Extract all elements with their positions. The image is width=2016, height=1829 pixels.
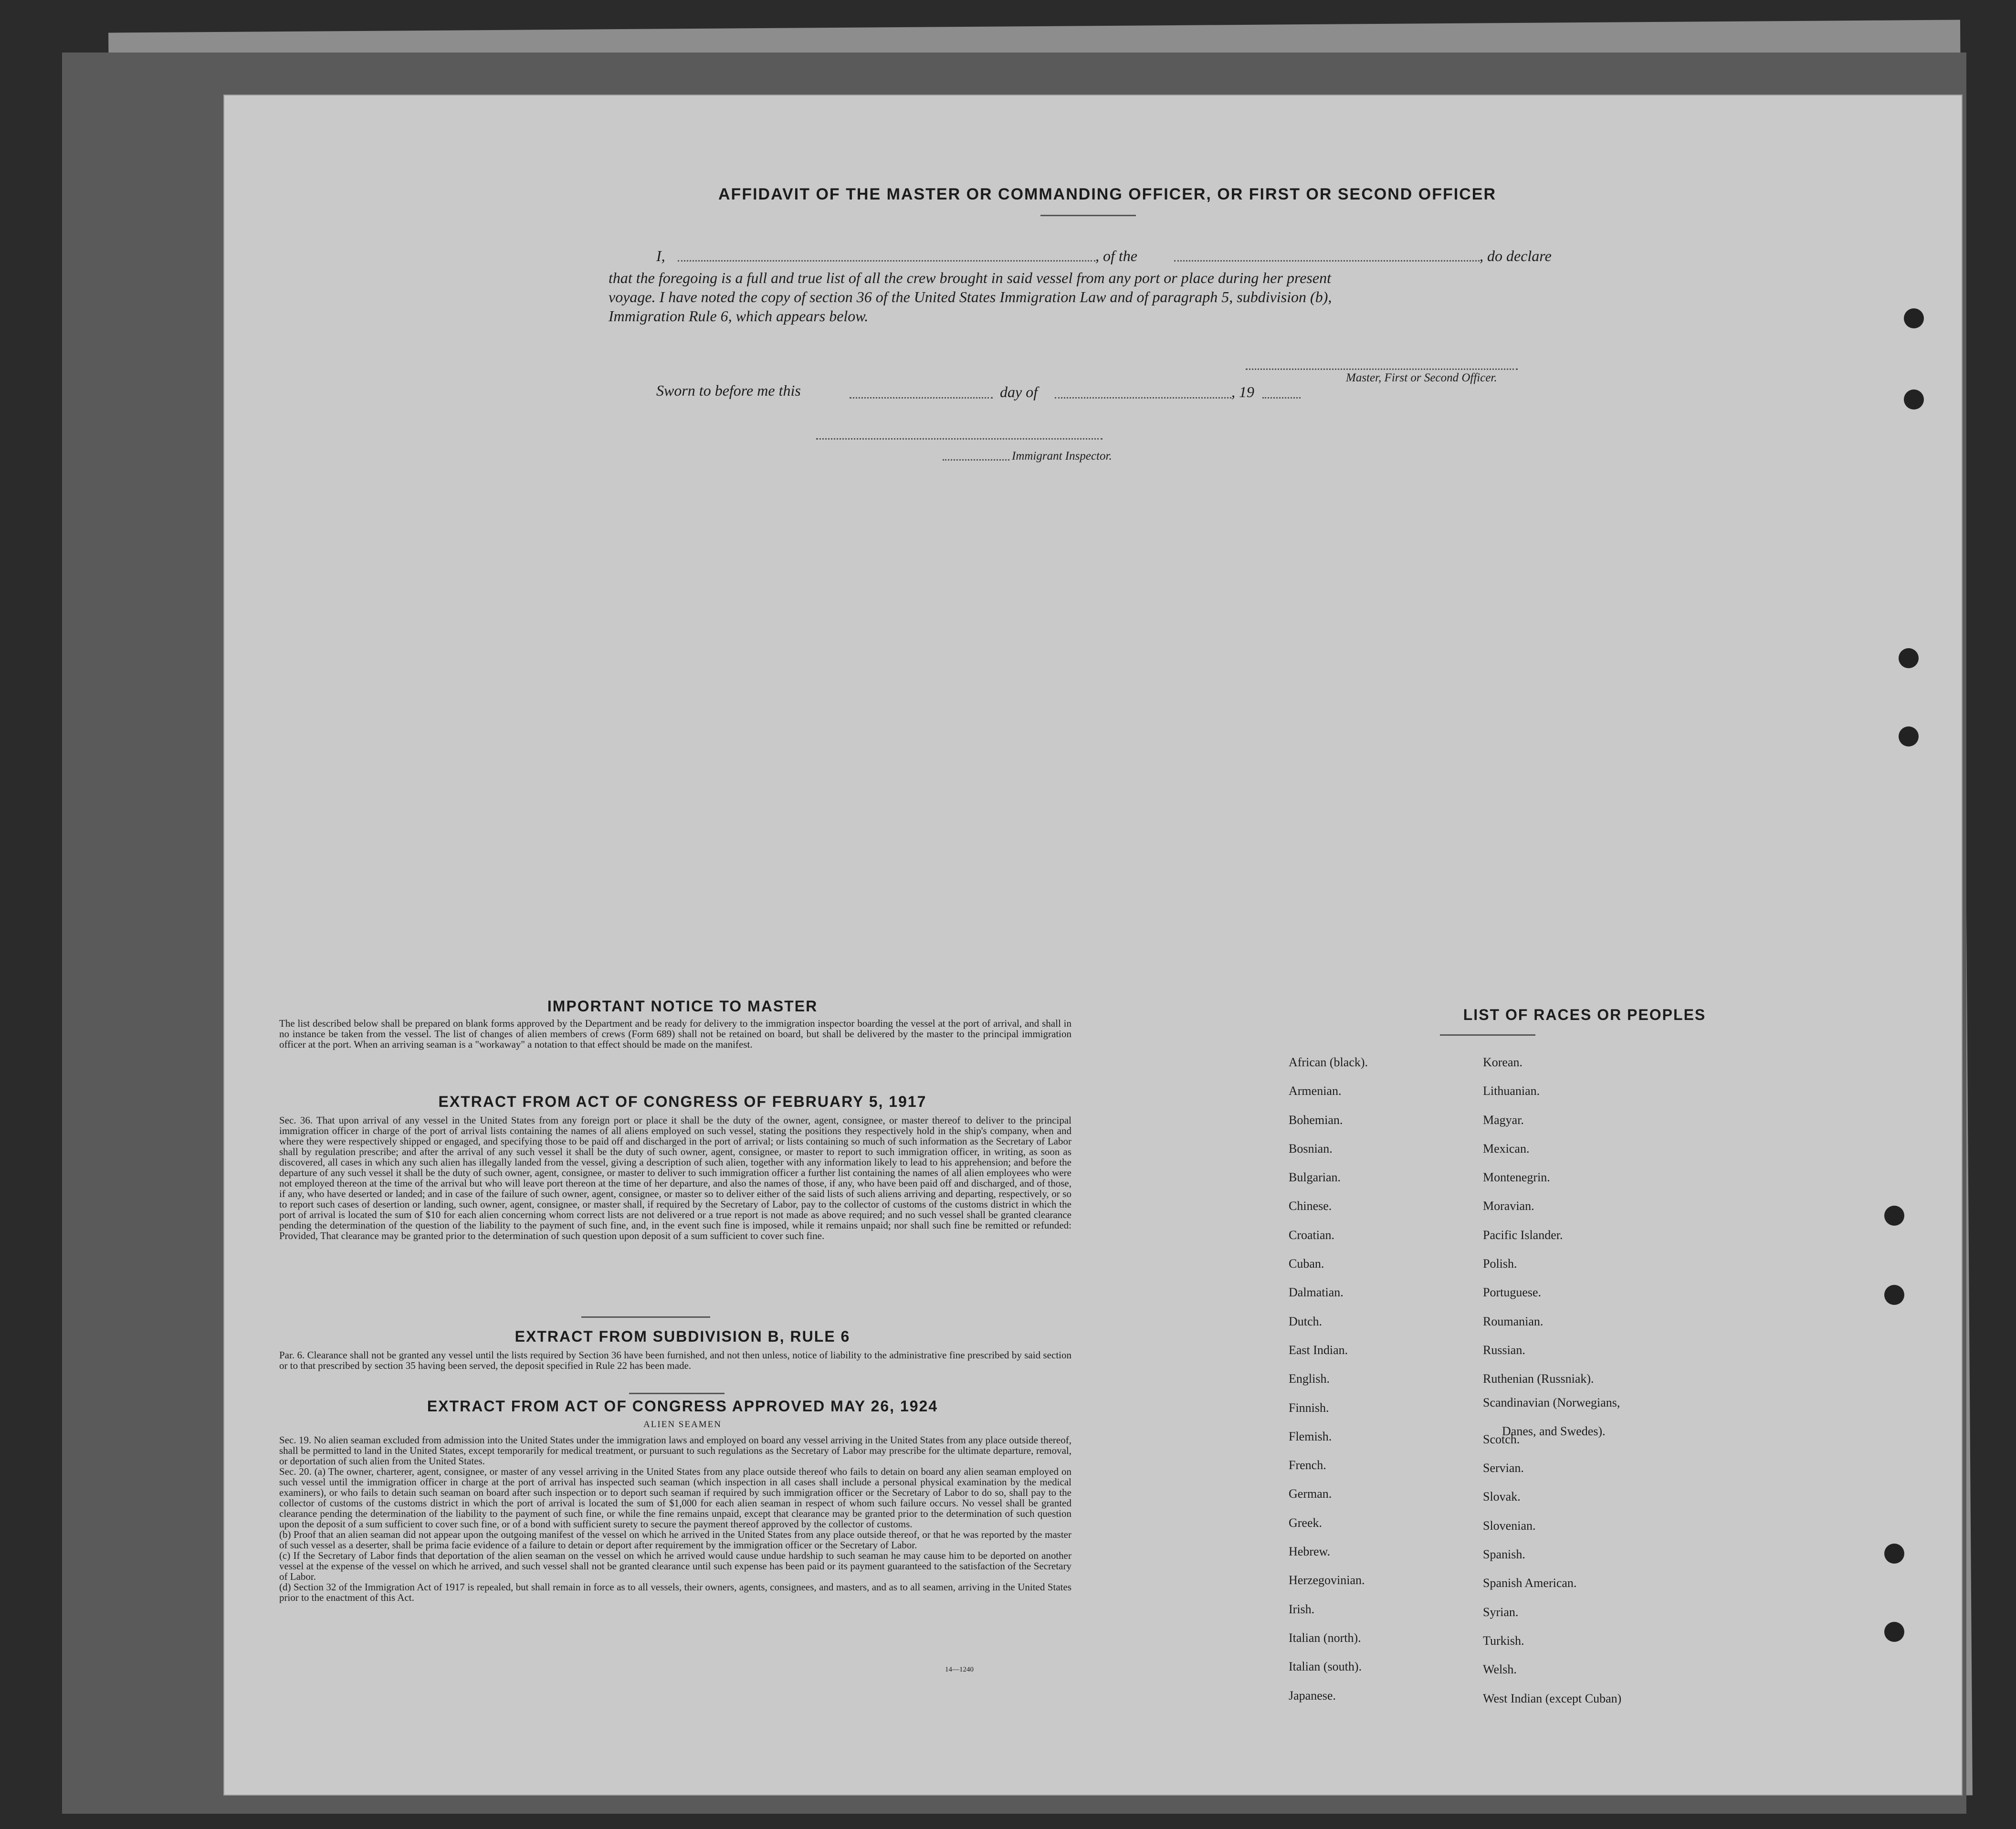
punch-hole [1884, 1285, 1904, 1305]
race-item: Dalmatian. [1289, 1285, 1344, 1300]
race-item: Bohemian. [1289, 1113, 1343, 1127]
affidavit-title: AFFIDAVIT OF THE MASTER OR COMMANDING OFFICER, OR FIRST OR SECOND OFFICER [718, 185, 1496, 203]
punch-hole [1899, 726, 1919, 746]
race-item: Italian (north). [1289, 1630, 1361, 1645]
affidavit-i: I, [656, 247, 665, 264]
race-item: Slovak. [1483, 1490, 1521, 1504]
punch-hole [1899, 648, 1919, 668]
race-item: Roumanian. [1483, 1314, 1544, 1328]
extract-rule6-text: Par. 6. Clearance shall not be granted any vessel until the lists required by Section 36 have been furnished, and not then unless, notice of liability to the administrative fine prescribed by said section or to that prescribed by section 35 having been served, the deposit specified in Rule 22 has been made. [279, 1349, 1071, 1371]
race-item: Scotch. [1483, 1432, 1520, 1446]
vessel-blank-line [1174, 260, 1480, 262]
extract-1917-text: Sec. 36. That upon arrival of any vessel in the United States from any foreign port or place it shall be the duty of the owner, agent, consignee, or master thereof to deliver to the principal immigration officer in charge of the port of arrival lists containing the names of all aliens employed on such vessel, stating the positions they respectively hold in the ship's company, when and where they were respectively shipped or engaged, and specifying those to be paid off and discharged in the port of arrival; or lists containing so much of such information as the Secretary of Labor shall by regulation prescribe; and after the arrival of any such vessel it shall be the duty of such owner, agent, consignee, or master to report to such immigration officer, in writing, as soon as discovered, all cases in which any such alien has illegally landed from the vessel, giving a description of such alien, together with any information likely to lead to his apprehension; and before the departure of any such vessel it shall be the duty of such owner, agent, consignee, or master to deliver to such immigration officer a further list containing the names of all alien employees who were not employed thereon at the time of the arrival but who will leave port thereon at the time of her departure, and also the names of those, if any, who have been paid off and discharged, and of those, if any, who have deserted or landed; and in case of the failure of such owner, agent, consignee, or master so to deliver either of the said lists of such aliens arriving and departing, respectively, or so to report such cases of desertion or landing, such owner, agent, consignee, or master shall, if required by the Secretary of Labor, pay to the collector of customs of the customs district in which the port of arrival is located the sum of $10 for each alien concerning whom correct lists are not delivered or a true report is not made as above required; and no such vessel shall be granted clearance pending the determination of the question of the liability to the payment of such fine, and, in the event such fine is imposed, while it remains unpaid; nor shall such fine be remitted or refunded: Provided, That clearance may be granted prior to the determination of such question upon deposit of a sum sufficient to cover such fine. [279, 1114, 1071, 1241]
race-item: Polish. [1483, 1257, 1517, 1271]
race-item: Moravian. [1483, 1199, 1534, 1213]
race-item: Korean. [1483, 1055, 1523, 1069]
extract-1924-paragraph: (b) Proof that an alien seaman did not appear upon the outgoing manifest of the vessel on which he arrived in the United States from any place outside thereof, or that he was reported by the master of such vessel as a deserter, shall be prima facie evidence of a failure to detain or deport after requirement by the immigration officer or the Secretary of Labor. [279, 1529, 1071, 1551]
race-item: German. [1289, 1487, 1332, 1501]
race-item: Italian (south). [1289, 1660, 1362, 1674]
extract-1917-title: EXTRACT FROM ACT OF CONGRESS OF FEBRUARY 5, 1917 [438, 1093, 927, 1110]
race-item: Slovenian. [1483, 1518, 1536, 1533]
race-item: English. [1289, 1372, 1330, 1386]
races-column-1 [1289, 1048, 1368, 1710]
punch-hole [1904, 308, 1924, 328]
race-item: Herzegovinian. [1289, 1573, 1365, 1587]
race-item: French. [1289, 1458, 1326, 1472]
race-item: Montenegrin. [1483, 1170, 1550, 1185]
month-blank-line [1055, 397, 1231, 399]
extract-1924-subtitle: ALIEN SEAMEN [643, 1419, 722, 1430]
race-item: East Indian. [1289, 1343, 1348, 1357]
extract-rule6-title: EXTRACT FROM SUBDIVISION B, RULE 6 [514, 1328, 850, 1345]
race-item: Irish. [1289, 1602, 1315, 1616]
race-item: Syrian. [1483, 1605, 1519, 1619]
race-item: Ruthenian (Russniak). [1483, 1372, 1594, 1386]
race-item: Bosnian. [1289, 1141, 1333, 1156]
race-item: Magyar. [1483, 1113, 1524, 1127]
race-item: Portuguese. [1483, 1285, 1542, 1300]
races-title: LIST OF RACES OR PEOPLES [1463, 1006, 1706, 1023]
inspector-signature-line [816, 438, 1102, 440]
race-item: Chinese. [1289, 1199, 1332, 1213]
race-item: Armenian. [1289, 1084, 1342, 1098]
race-item-line: Scandinavian (Norwegians, [1483, 1395, 1620, 1409]
race-item: Pacific Islander. [1483, 1228, 1563, 1242]
races-column-2 [1483, 1048, 1621, 1713]
master-label: Master, First or Second Officer. [1346, 371, 1497, 384]
race-item: West Indian (except Cuban) [1483, 1691, 1622, 1705]
race-item: Russian. [1483, 1343, 1525, 1357]
document-page [224, 95, 1962, 1795]
divider [581, 1316, 710, 1318]
race-item: Hebrew. [1289, 1545, 1331, 1559]
year-text: , 19 [1231, 383, 1254, 400]
notice-text: The list described below shall be prepared on blank forms approved by the Department and be ready for delivery to the immigration inspector boarding the vessel at the port of arrival, and shall in no instance be taken from the vessel. The list of changes of alien members of crews (Form 689) shall not be retained on board, but shall be delivered by the master to the principal immigration officer at the port. When an arriving seaman is a "workaway" a notation to that effect should be made on the manifest. [279, 1018, 1071, 1050]
divider [1440, 1034, 1535, 1036]
race-item: Bulgarian. [1289, 1170, 1341, 1185]
race-item: Greek. [1289, 1515, 1323, 1530]
punch-hole [1904, 389, 1924, 410]
year-blank-line [1262, 397, 1301, 399]
extract-1924-body [279, 1435, 1071, 1603]
race-item: Welsh. [1483, 1662, 1517, 1677]
race-item: Dutch. [1289, 1314, 1323, 1328]
notice-title: IMPORTANT NOTICE TO MASTER [547, 998, 818, 1015]
race-item: Mexican. [1483, 1141, 1530, 1156]
race-item: Turkish. [1483, 1633, 1524, 1648]
punch-hole [1884, 1544, 1904, 1564]
affidavit-do-declare: , do declare [1480, 247, 1552, 264]
form-number: 14—1240 [945, 1666, 974, 1673]
affidavit-of-the: , of the [1095, 247, 1137, 264]
affidavit-body-line: Immigration Rule 6, which appears below. [609, 307, 869, 325]
extract-1924-paragraph: (d) Section 32 of the Immigration Act of 1917 is repealed, but shall remain in force as to all vessels, their owners, agents, consignees, and masters, and as to all seamen, arriving in the United States prior to the enactment of this Act. [279, 1581, 1071, 1603]
race-item-continuation: Danes, and Swedes). [1502, 1424, 1606, 1438]
race-item: Finnish. [1289, 1400, 1329, 1415]
race-item: Spanish American. [1483, 1576, 1577, 1590]
extract-1924-paragraph: Sec. 20. (a) The owner, charterer, agent, consignee, or master of any vessel arriving in the United States from any place outside thereof who fails to detain on board any alien seaman employed on such vessel until the immigration officer in charge at the port of arrival has inspected such seaman (which inspection in all cases shall include a personal physical examination by the medical examiners), or who fails to detain such seaman on board after such inspection or to deport such seaman if required by such immigration officer or the Secretary of Labor to do so, shall pay to the collector of customs of the customs district in which the port of arrival is located the sum of $1,000 for each alien seaman in respect of whom such failure occurs. No vessel shall be granted clearance pending the determination of the liability to the payment of such fine, or while the fine remains unpaid, except that clearance may be granted prior to the determination of such question upon the deposit of a sum sufficient to cover such fine, or of a bond with sufficient surety to secure the payment thereof approved by the collector of customs. [279, 1466, 1071, 1530]
race-item: Lithuanian. [1483, 1084, 1540, 1098]
race-item: Cuban. [1289, 1257, 1324, 1271]
extract-1924-paragraph: Sec. 19. No alien seaman excluded from admission into the United States under the immigration laws and employed on board any vessel arriving in the United States from any place outside thereof, shall be permitted to land in the United States, except temporarily for medical treatment, or pursuant to such regulations as the Secretary of Labor may prescribe for the ultimate departure, removal, or deportation of such alien from the United States. [279, 1434, 1071, 1467]
race-item: Croatian. [1289, 1228, 1335, 1242]
race-item: Flemish. [1289, 1429, 1332, 1443]
race-item: African (black). [1289, 1055, 1368, 1069]
race-item: Japanese. [1289, 1688, 1336, 1703]
divider [1040, 215, 1136, 216]
affidavit-body-line: that the foregoing is a full and true list of all the crew brought in said vessel from any port or place during her present [609, 269, 1331, 286]
affidavit-body [609, 268, 1563, 326]
race-item [1483, 1394, 1621, 1438]
inspector-short-line [943, 459, 1009, 461]
name-blank-line [678, 260, 1095, 262]
divider [629, 1393, 724, 1394]
extract-1924-paragraph: (c) If the Secretary of Labor finds that deportation of the alien seaman on the vessel on which he arrived would cause undue hardship to such seaman he may cause him to be deported on another vessel at the expense of the vessel on which he arrived, and such vessel shall not be granted clearance until such expense has been paid or its payment guaranteed to the satisfaction of the Secretary of Labor. [279, 1550, 1071, 1582]
punch-hole [1884, 1206, 1904, 1226]
race-item: Servian. [1483, 1461, 1524, 1475]
race-item: Spanish. [1483, 1547, 1525, 1562]
sworn-text: Sworn to before me this [656, 382, 801, 399]
affidavit-body-line: voyage. I have noted the copy of section 36 of the United States Immigration Law and of paragraph 5, subdivision (b), [609, 288, 1332, 305]
master-signature-line [1246, 368, 1518, 370]
punch-hole [1884, 1622, 1904, 1642]
day-blank-line [850, 397, 993, 399]
inspector-label: Immigrant Inspector. [1012, 450, 1112, 463]
day-of-text: day of [1000, 383, 1038, 400]
extract-1924-title: EXTRACT FROM ACT OF CONGRESS APPROVED MAY 26, 1924 [427, 1398, 938, 1415]
